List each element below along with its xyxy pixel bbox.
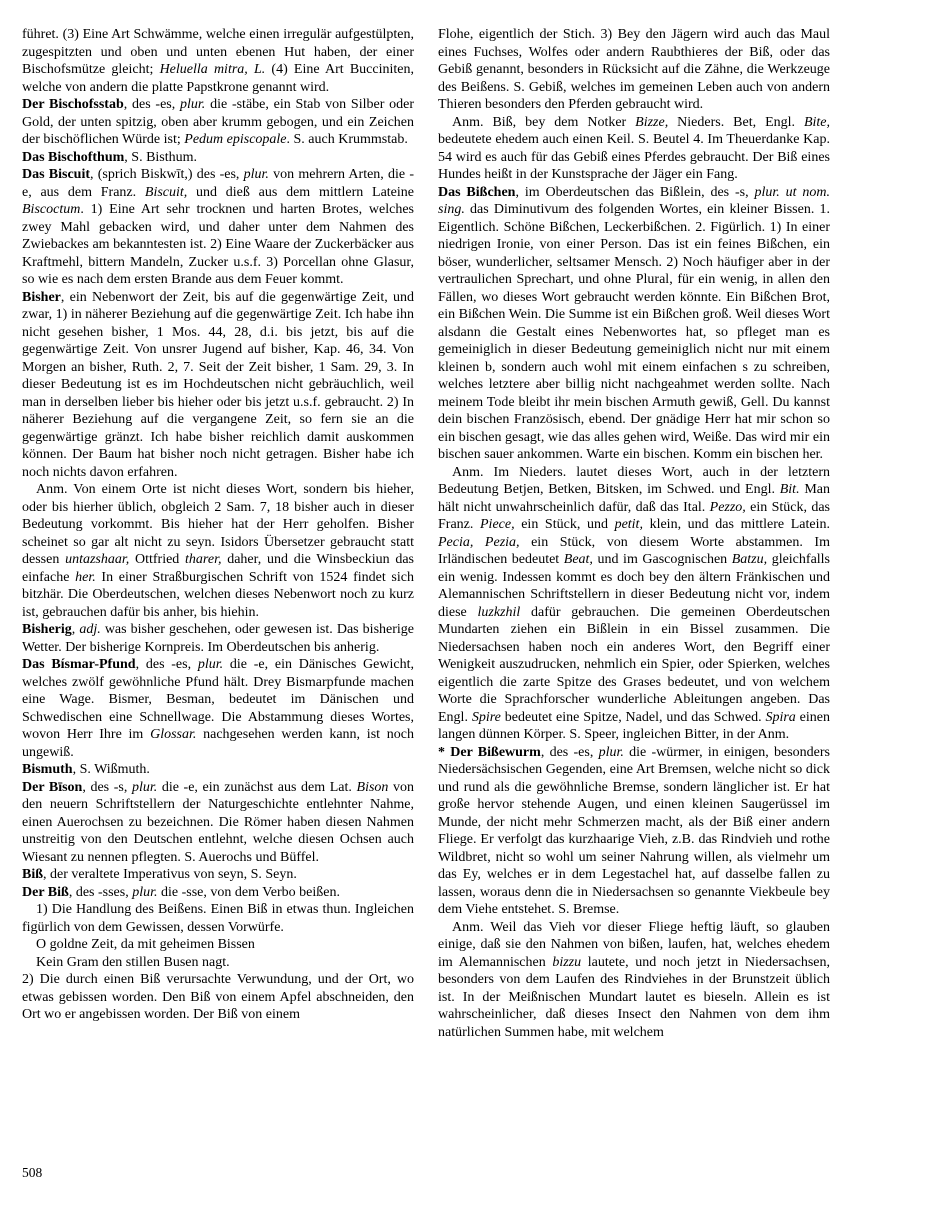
paragraph: führet. (3) Eine Art Schwämme, welche einen irregulär aufgestülpten, zugespitzten und oben und unten ebenen Hut haben, der einer Bischofsmütze gleicht; Heluella mitra, L. (4) Eine Art Bucciniten, welche von andern die platte Papstkrone genannt wird. [22, 27, 414, 95]
italic-term: adj. [79, 622, 101, 637]
headword: Der Bīson [22, 779, 83, 795]
italic-term: plur. [598, 744, 624, 760]
italic-term: untazshaar, [65, 552, 130, 567]
headword: Biß [22, 867, 44, 882]
headword: Bisher [22, 289, 61, 305]
italic-term: tharer, [185, 552, 222, 567]
paragraph: 1) Die Handlung des Beißens. Einen Biß in etwas thun. Ingleichen figürlich von dem Gewissen, dessen Vorwürfe. [22, 902, 414, 935]
italic-term: Beat, [563, 552, 593, 567]
paragraph: O goldne Zeit, da mit geheimen Bissen [36, 937, 255, 952]
italic-term: Heluella mitra, L. [159, 62, 266, 77]
paragraph: Biß, der veraltete Imperativus von seyn, S. Seyn. [22, 867, 297, 882]
headword: Das Bísmar-Pfund [22, 657, 136, 672]
italic-term: Batzu, [731, 552, 768, 567]
paragraph: Anm. Im Nieders. lautet dieses Wort, auch in der letztern Bedeutung Betjen, Betken, Bitsken, im Schwed. und Engl. Bit. Man hält nicht unwahrscheinlich dafür, daß das Ital. Pezzo, ein Stück, das Franz. Piece, ein Stück, und petit, klein, und das mittlere Latein. Pecia, Pezia, ein Stück, von diesem Worte abstammen. Im Irländischen bedeutet Beat, und im Gascognischen Batzu, gleichfalls ein wenig. Indessen kommt es doch bey den ältern Fränkischen und Alemannischen Schriftstellern in dieser Bedeutung nicht vor, indem diese luzkzhil dafür gebrauchen. Die gemeinen Oberdeutschen Mundarten ziehen ein Bißlein in ein Bissel zusammen. Die Niedersachsen haben noch ein anderes Wort, den Begriff einer Wenigkeit auszudrucken, nehmlich ein Spier, oder Spierken, welches eigentlich die zarte Spitze des Grases bedeutet, und von welchem Worte die Sprachforscher wunderliche Ableitungen angeben. Das Engl. Spire bedeutet eine Spitze, Nadel, und das Schwed. Spira einen langen dünnen Körper. S. Speer, ingleichen Bitter, in der Anm. [438, 464, 831, 742]
paragraph: Anm. Von einem Orte ist nicht dieses Wort, sondern bis hieher, oder bis hierher üblich, obgleich 2 Sam. 7, 18 bisher auch in dieser Bedeutung vorkommt. Bis hieher hat der Herr geholfen. Bisher scheinet so gar alt nicht zu seyn. Isidors Übersetzer gebraucht statt dessen untazshaar, Ottfried tharer, daher, und die Winsbeckiun das einfache her. In einer Straßburgischen Schrift von 1524 findet sich bitzhär. Die Oberdeutschen, welchen dieses Nebenwort noch zu kurz ist, gebrauchen dafür bis anher, bis hiehin. [22, 482, 414, 620]
paragraph: * Der Bißewurm, des -es, plur. die -würmer, in einigen, besonders Niedersächsischen Gegenden, eine Art Bremsen, welche nicht so dick und rund als die gewöhnliche Bremse, sondern länglicher ist. Er hat große hervor stehende Augen, und einen kleinen Saugerüssel im Munde, der nicht mehr Schmerzen macht, als der Biß einer andern Fliege. Er verfolgt das kurzhaarige Vieh, z.B. das Rindvieh und rothe Wildbret, nicht so wohl um seiner Nahrung willen, als vielmehr um das Ey, welches er in dem Legestachel hat, auf dasselbe fallen zu lassen, woraus denn die in Niedersachsen so genannte Viekbeule bey dem Viehe entstehet. S. Bremse. [438, 744, 830, 917]
right-column [438, 26, 830, 1041]
left-column [22, 26, 414, 1041]
italic-term: her. [75, 569, 96, 585]
italic-term: Pezzo, [709, 499, 746, 515]
paragraph: Der Biß, des -sses, plur. die -sse, von dem Verbo beißen. [22, 884, 340, 900]
italic-term: luzkzhil [477, 604, 521, 620]
italic-term: Bit. [779, 482, 800, 497]
paragraph: Bisherig, adj. was bisher geschehen, oder gewesen ist. Das bisherige Wetter. Der bisherige Kornpreis. Im Oberdeutschen bis anherig. [22, 622, 415, 655]
italic-term: Biscoctum [22, 202, 81, 217]
headword: * Der Bißewurm [438, 744, 541, 760]
paragraph: Das Bischofthum, S. Bisthum. [22, 149, 198, 165]
italic-term: Bizze, [635, 114, 669, 130]
italic-term: petit, [614, 517, 643, 532]
paragraph: Der Bīson, des -s, plur. die -e, ein zunächst aus dem Lat. Bison von den neuern Schriftstellern der Naturgeschichte entlehnter Nahme, einen Auerochsen zu bezeichnen. Die Römer haben diesen Nahmen unstreitig von den Deutschen entlehnt, welche diesen Ochsen auch Wiesant zu nennen pflegten. S. Auerochs und Büffel. [22, 779, 415, 865]
italic-term: Glossar. [150, 727, 197, 742]
italic-term: bizzu [552, 954, 582, 970]
headword: Bismuth [22, 762, 73, 777]
italic-term: Bite, [803, 114, 831, 130]
paragraph: Der Bischofsstab, des -es, plur. die -stäbe, ein Stab von Silber oder Gold, der unten spitzig, oben aber krumm gebogen, und ein Zeichen der bischöflichen Würde ist; Pedum episcopale. S. auch Krummstab. [22, 97, 414, 147]
italic-term: Pedum episcopale [184, 132, 287, 147]
italic-term: plur. [132, 884, 158, 900]
paragraph: Flohe, eigentlich der Stich. 3) Bey den Jägern wird auch das Maul eines Fuchses, Wolfes oder andern Raubthieres der Biß, oder das Gebiß genannt, besonders in Rücksicht auf die Zähne, die Werkzeuge des Beißens. S. Gebiß, welches im gemeinen Leben auch von andern Thieren besonders den Pferden gebraucht wird. [438, 27, 830, 112]
headword: Das Biscuit [22, 167, 90, 182]
italic-term: Biscuit, [144, 184, 188, 200]
italic-term: plur. ut nom. sing. [438, 184, 830, 217]
page-number: 508 [22, 1165, 43, 1180]
italic-term: Spire [471, 709, 501, 725]
text-block [22, 26, 830, 1041]
paragraph: Kein Gram den stillen Busen nagt. [36, 954, 230, 970]
italic-term: plur. [197, 657, 224, 672]
paragraph: Anm. Biß, bey dem Notker Bizze, Nieders. Bet, Engl. Bite, bedeutete ehedem auch einen Keil. S. Beutel 4. Im Theuerdanke Kap. 54 wird es auch für das Gebiß eines Pferdes gebraucht. Der Biß eines Hundes heißt in der Kunstsprache der Jäger ein Fang. [438, 114, 831, 182]
italic-term: plur. [243, 167, 269, 182]
paragraph: Das Bißchen, im Oberdeutschen das Bißlein, des -s, plur. ut nom. sing. das Diminutivum des folgenden Wortes, ein kleiner Bissen. 1. Eigentlich. Schöne Bißchen, Leckerbißchen. 2. Figürlich. 1) In einer niedrigen Ironie, von einer Person. Das ist ein feines Bißchen, ein böser, wunderlicher, seltsamer Mensch. 2) Noch häufiger aber in der vertraulichen Sprechart, und ohne Plural, für ein wenig, in allen den Fällen, wo dieses Wort gebraucht werden könnte. Ein Bißchen Brot, ein Bißchen Wein. Die Summe ist ein Bißchen groß. Weil dieses Wort alsdann die Gestalt eines Nebenwortes hat, so pfleget man es gemeiniglich in dieser Bedeutung gemeiniglich nicht nur mit einem kleinen b, sondern auch wohl mit einem einfachen s zu schreiben, welches letztere aber billig nicht nachgeahmet werden sollte. Nach meinem Tode bleibt ihr mein bischen Armuth gewiß, Gell. Du kannst dein bischen Französisch, ebend. Der gnädige Herr hat mir schon so ein bischen gesagt, wie das alles gehen wird, Weiße. Das wird mir ein bischen sauer ankommen. Warte ein bischen. Komm ein bischen her. [438, 184, 830, 462]
paragraph: Das Bísmar-Pfund, des -es, plur. die -e, ein Dänisches Gewicht, welches zwölf gewöhnliche Pfund hält. Drey Bismarpfunde machen eine Wage. Bismer, Besman, bedeutet im Dänischen und Schwedischen eine Schnellwage. Die Abstammung dieses Wortes, wovon Herr Ihre im Glossar. nachgesehen werden kann, ist noch ungewiß. [22, 657, 414, 760]
headword: Der Bischofsstab [22, 97, 124, 112]
paragraph: Bismuth, S. Wißmuth. [22, 762, 150, 777]
headword: Bisherig [22, 622, 72, 637]
headword: Das Bißchen [438, 184, 516, 200]
italic-term: Pecia, Pezia, [438, 534, 520, 550]
italic-term: Piece, [480, 517, 515, 532]
italic-term: Spira [765, 709, 796, 725]
paragraph: Anm. Weil das Vieh vor dieser Fliege heftig läuft, so glauben einige, daß sie den Nahmen von bißen, laufen, hat, welches ehedem im Alemannischen bizzu lautete, und noch jetzt in Niedersachsen, besonders von dem Laufen des Rindviehes in der Brunstzeit üblich ist. In der Meißnischen Mundart lautet es bieseln. Allein es ist wahrscheinlicher, daß dieses Insect den Nahmen von dem ihm natürlichen Summen habe, mit welchem [438, 919, 831, 1040]
italic-term: plur. [131, 779, 158, 795]
headword: Das Bischofthum [22, 149, 125, 165]
paragraph: Bisher, ein Nebenwort der Zeit, bis auf die gegenwärtige Zeit, und zwar, 1) in näherer Beziehung auf die gegenwärtige Zeit. Ich habe ihn nicht gesehen bisher, 1 Mos. 44, 28, d.i. bis jetzt, bis auf die gegenwärtige Zeit. Von unsrer Jugend auf bisher, Kap. 46, 34. Von Morgen an bisher, Ruth. 2, 7. Seit der Zeit bisher, 1 Sam. 29, 3. In dieser Bedeutung ist es im Hochdeutschen nicht gebräuchlich, weil man in derselben lieber bis hieher oder bis jetzt u.s.f. gebraucht. 2) In näherer Beziehung auf die vergangene Zeit, so fern sie an die gegenwärtige gränzt. Ich habe bisher reichlich damit auskommen können. Der Baum hat bisher noch nicht getragen. Bisher habe ich noch nichts davon erfahren. [22, 289, 414, 480]
italic-term: plur. [180, 97, 206, 112]
paragraph: Das Biscuit, (sprich Biskwīt,) des -es, plur. von mehrern Arten, die -e, aus dem Franz. Biscuit, und dieß aus dem mittlern Lateine Biscoctum. 1) Eine Art sehr trocknen und harten Brotes, welches zwey Mahl gebacken wird, und daher unter dem Nahmen des Zwiebackes am bekanntesten ist. 2) Eine Waare der Zuckerbäcker aus Kraftmehl, bittern Mandeln, Zucker u.s.f. 3) Porcellan ohne Glasur, so wie es nach dem ersten Brande aus dem Feuer kommt. [22, 167, 414, 287]
headword: Der Biß [22, 884, 69, 900]
paragraph: 2) Die durch einen Biß verursachte Verwundung, und der Ort, wo etwas gebissen worden. Den Biß von einem Apfel abschneiden, den Ort wo er angebissen worden. Der Biß von einem [22, 972, 414, 1022]
italic-term: Bison [356, 779, 389, 795]
